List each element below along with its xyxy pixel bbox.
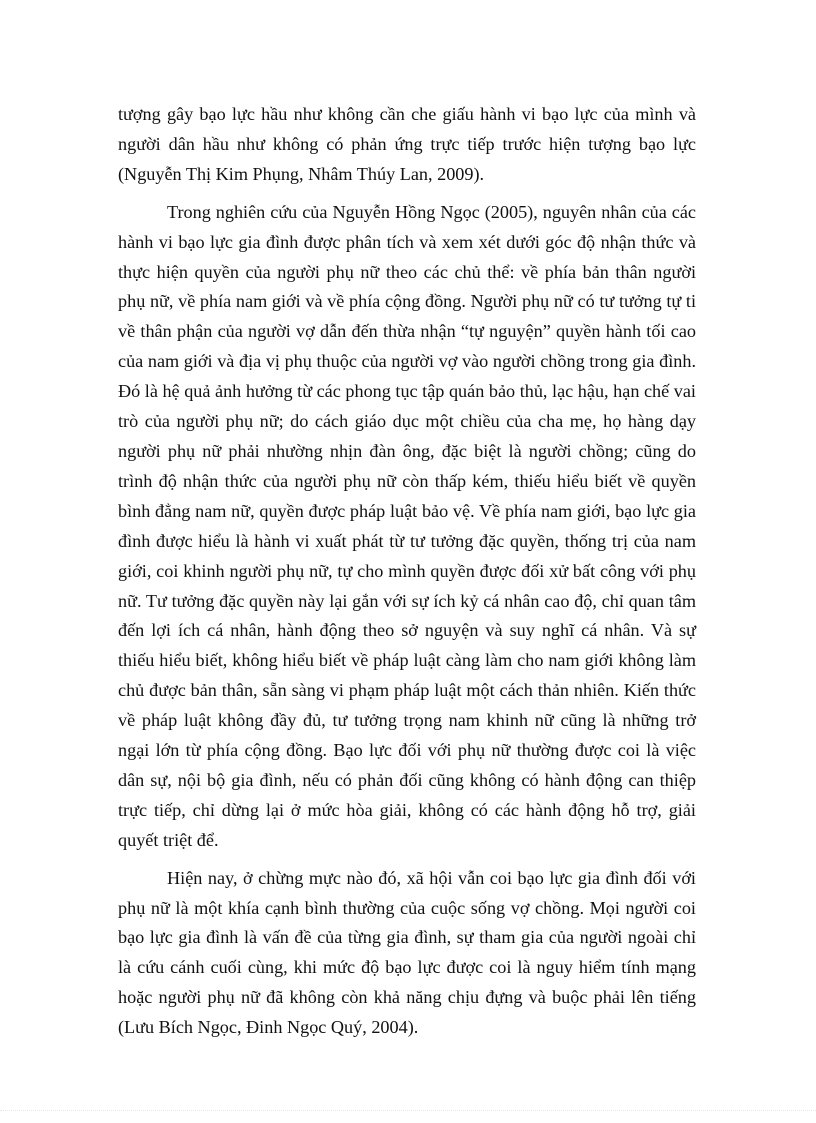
page-bottom-divider — [0, 1110, 816, 1111]
document-body — [118, 100, 696, 1043]
paragraph-current-situation: Hiện nay, ở chừng mực nào đó, xã hội vẫn coi bạo lực gia đình đối với phụ nữ là một khía cạnh bình thường của cuộc sống vợ chồng. Mọi người coi bạo lực gia đình là vấn đề của từng gia đình, sự tham gia của người ngoài chỉ là cứu cánh cuối cùng, khi mức độ bạo lực được coi là nguy hiểm tính mạng hoặc người phụ nữ đã không còn khả năng chịu đựng và buộc phải lên tiếng (Lưu Bích Ngọc, Đinh Ngọc Quý, 2004). — [118, 867, 696, 1038]
paragraph-continuation: tượng gây bạo lực hầu như không cần che giấu hành vi bạo lực của mình và người dân hầu như không có phản ứng trực tiếp trước hiện tượng bạo lực (Nguyễn Thị Kim Phụng, Nhâm Thúy Lan, 2009). — [118, 104, 696, 184]
paragraph-causes: Trong nghiên cứu của Nguyễn Hồng Ngọc (2005), nguyên nhân của các hành vi bạo lực gia đình được phân tích và xem xét dưới góc độ nhận thức và thực hiện quyền của người phụ nữ theo các chủ thể: về phía bản thân người phụ nữ, về phía nam giới và về phía cộng đồng. Người phụ nữ có tư tưởng tự ti về thân phận của người vợ dẫn đến thừa nhận “tự nguyện” quyền hành tối cao của nam giới và địa vị phụ thuộc của người vợ vào người chồng trong gia đình. Đó là hệ quả ảnh hưởng từ các phong tục tập quán bảo thủ, lạc hậu, hạn chế vai trò của người phụ nữ; do cách giáo dục một chiều của cha mẹ, họ hàng dạy người phụ nữ phải nhường nhịn đàn ông, đặc biệt là người chồng; cũng do trình độ nhận thức của người phụ nữ còn thấp kém, thiếu hiểu biết về quyền bình đẳng nam nữ, quyền được pháp luật bảo vệ. Về phía nam giới, bạo lực gia đình được hiểu là hành vi xuất phát từ tư tưởng đặc quyền, thống trị của nam giới, coi khinh người phụ nữ, tự cho mình quyền được đối xử bất công với phụ nữ. Tư tưởng đặc quyền này lại gắn với sự ích kỷ cá nhân cao độ, chỉ quan tâm đến lợi ích cá nhân, hành động theo sở nguyện và suy nghĩ cá nhân. Và sự thiếu hiểu biết, không hiểu biết về pháp luật càng làm cho nam giới không làm chủ được bản thân, sẵn sàng vi phạm pháp luật một cách thản nhiên. Kiến thức về pháp luật không đầy đủ, tư tưởng trọng nam khinh nữ cũng là những trở ngại lớn từ phía cộng đồng. Bạo lực đối với phụ nữ thường được coi là việc dân sự, nội bộ gia đình, nếu có phản đối cũng không có hành động can thiệp trực tiếp, chỉ dừng lại ở mức hòa giải, không có các hành động hỗ trợ, giải quyết triệt để. — [118, 201, 696, 850]
